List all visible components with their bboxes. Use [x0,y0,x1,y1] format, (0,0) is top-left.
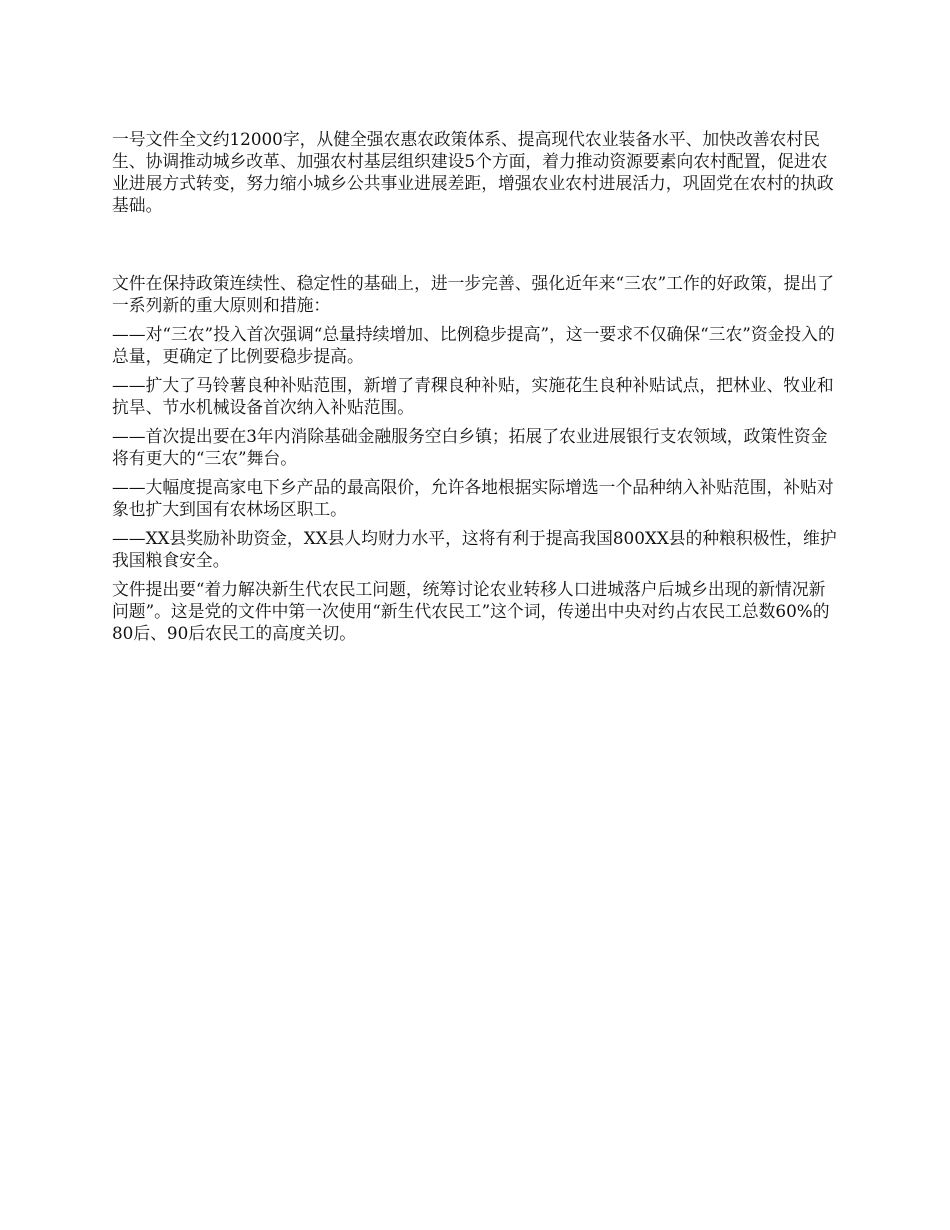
measure-item: ——对“三农”投入首次强调“总量持续增加、比例稳步提高”，这一要求不仅确保“三农”资金投入的总量，更确定了比例要稳步提高。 [112,324,835,366]
measure-item: ——XX县奖励补助资金，XX县人均财力水平，这将有利于提高我国800XX县的种粮积极性，维护我国粮食安全。 [112,528,837,570]
measure-item: ——扩大了马铃薯良种补贴范围，新增了青稞良种补贴，实施花生良种补贴试点，把林业、牧业和抗旱、节水机械设备首次纳入补贴范围。 [112,375,834,417]
intro-paragraph: 一号文件全文约12000字，从健全强农惠农政策体系、提高现代农业装备水平、加快改善农村民生、协调推动城乡改革、加强农村基层组织建设5个方面，着力推动资源要素向农村配置，促进农业进展方式转变，努力缩小城乡公共事业进展差距，增强农业农村进展活力，巩固党在农村的执政基础。 [112,129,834,215]
measure-item: ——首次提出要在3年内消除基础金融服务空白乡镇；拓展了农业进展银行支农领域，政策性资金将有更大的“三农”舞台。 [112,426,828,468]
policy-intro-paragraph: 文件在保持政策连续性、稳定性的基础上，进一步完善、强化近年来“三农”工作的好政策，提出了一系列新的重大原则和措施： [112,273,834,315]
closing-paragraph: 文件提出要“着力解决新生代农民工问题，统筹讨论农业转移人口进城落户后城乡出现的新情况新问题”。这是党的文件中第一次使用“新生代农民工”这个词，传递出中央对约占农民工总数60%的80后、90后农民工的高度关切。 [112,579,830,643]
measure-item: ——大幅度提高家电下乡产品的最高限价，允许各地根据实际增选一个品种纳入补贴范围，补贴对象也扩大到国有农林场区职工。 [112,477,834,519]
document-body [112,128,840,644]
